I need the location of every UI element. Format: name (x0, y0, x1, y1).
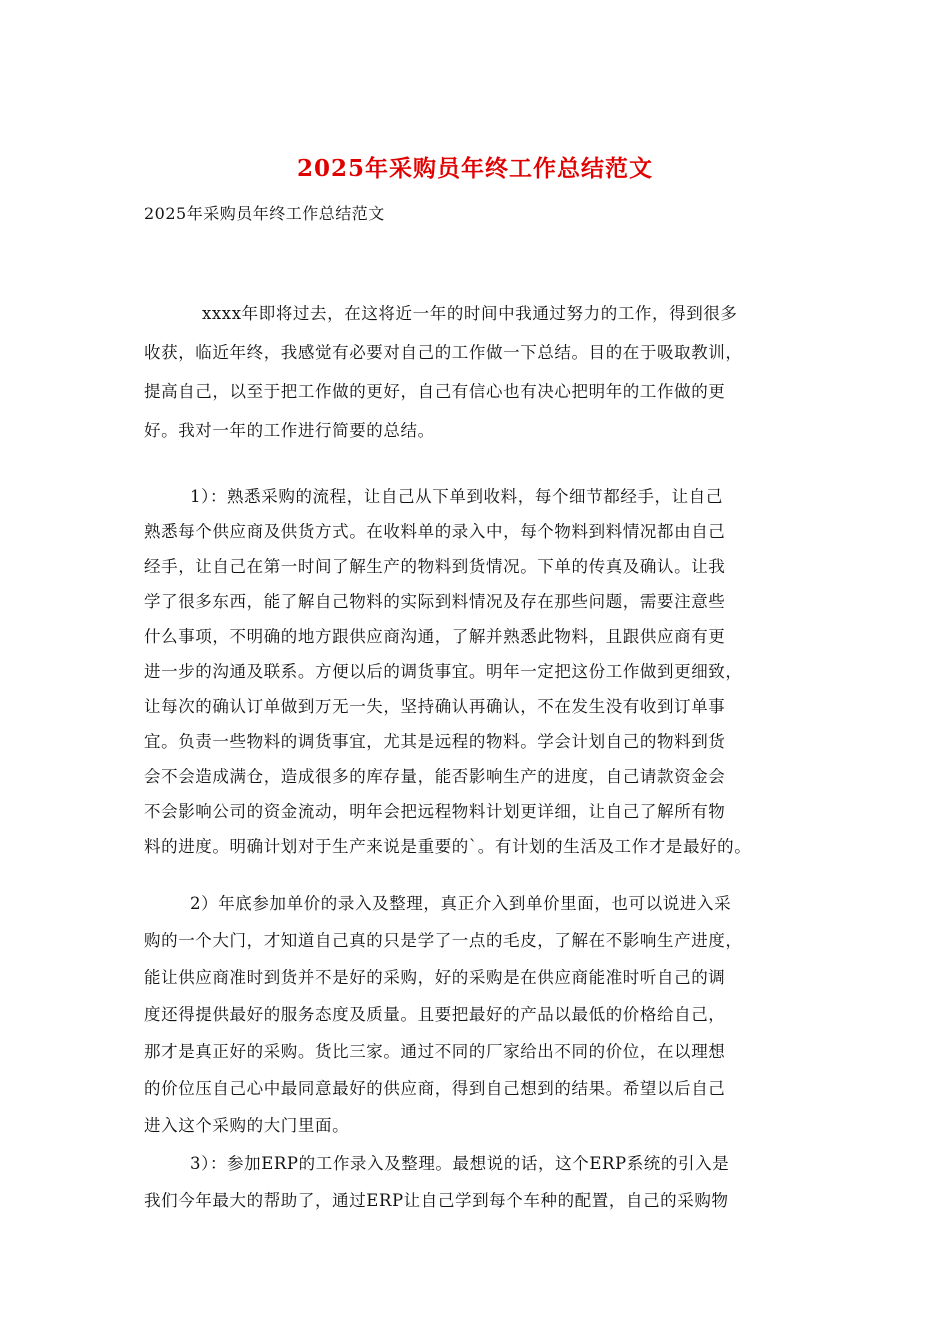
document-subtitle: 2025年采购员年终工作总结范文 (144, 204, 385, 223)
paragraph-line: 什么事项，不明确的地方跟供应商沟通，了解并熟悉此物料，且跟供应商有更 (144, 627, 726, 646)
paragraph-line: 那才是真正好的采购。货比三家。通过不同的厂家给出不同的价位，在以理想 (144, 1042, 726, 1061)
paragraph-line: 进入这个采购的大门里面。 (144, 1116, 350, 1135)
paragraph-line: 会不会造成满仓，造成很多的库存量，能否影响生产的进度，自己请款资金会 (144, 767, 726, 786)
paragraph-line: 好。我对一年的工作进行简要的总结。 (144, 421, 435, 440)
paragraph-line: 能让供应商准时到货并不是好的采购，好的采购是在供应商能准时听自己的调 (144, 968, 726, 987)
paragraph-line: 经手，让自己在第一时间了解生产的物料到货情况。下单的传真及确认。让我 (144, 557, 726, 576)
paragraph-line: 我们今年最大的帮助了，通过ERP让自己学到每个车种的配置，自己的采购物 (144, 1191, 729, 1210)
paragraph-line: 1）：熟悉采购的流程，让自己从下单到收料，每个细节都经手，让自己 (190, 487, 723, 506)
paragraph-line: 度还得提供最好的服务态度及质量。且要把最好的产品以最低的价格给自己， (144, 1005, 726, 1024)
paragraph-line: 进一步的沟通及联系。方便以后的调货事宜。明年一定把这份工作做到更细致， (144, 662, 743, 681)
paragraph-line: 提高自己，以至于把工作做的更好，自己有信心也有决心把明年的工作做的更 (144, 382, 726, 401)
paragraph-line: 宜。负责一些物料的调货事宜，尤其是远程的物料。学会计划自己的物料到货 (144, 732, 726, 751)
paragraph-line: 收获，临近年终，我感觉有必要对自己的工作做一下总结。目的在于吸取教训， (144, 343, 743, 362)
paragraph-line: 不会影响公司的资金流动，明年会把远程物料计划更详细，让自己了解所有物 (144, 802, 726, 821)
paragraph-line: 2）年底参加单价的录入及整理，真正介入到单价里面，也可以说进入采 (190, 894, 732, 913)
paragraph-line: 熟悉每个供应商及供货方式。在收料单的录入中，每个物料到料情况都由自己 (144, 522, 726, 541)
paragraph-line: 的价位压自己心中最同意最好的供应商，得到自己想到的结果。希望以后自己 (144, 1079, 726, 1098)
paragraph-line: xxxx年即将过去，在这将近一年的时间中我通过努力的工作，得到很多 (202, 304, 738, 323)
paragraph-line: 3）：参加ERP的工作录入及整理。最想说的话，这个ERP系统的引入是 (190, 1154, 730, 1173)
paragraph-line: 购的一个大门，才知道自己真的只是学了一点的毛皮，了解在不影响生产进度， (144, 931, 743, 950)
paragraph-line: 学了很多东西，能了解自己物料的实际到料情况及存在那些问题，需要注意些 (144, 592, 726, 611)
paragraph-line: 让每次的确认订单做到万无一失，坚持确认再确认，不在发生没有收到订单事 (144, 697, 726, 716)
document-title: 2025年采购员年终工作总结范文 (296, 155, 653, 182)
paragraph-line: 料的进度。明确计划对于生产来说是重要的`。有计划的生活及工作才是最好的。 (144, 837, 752, 856)
